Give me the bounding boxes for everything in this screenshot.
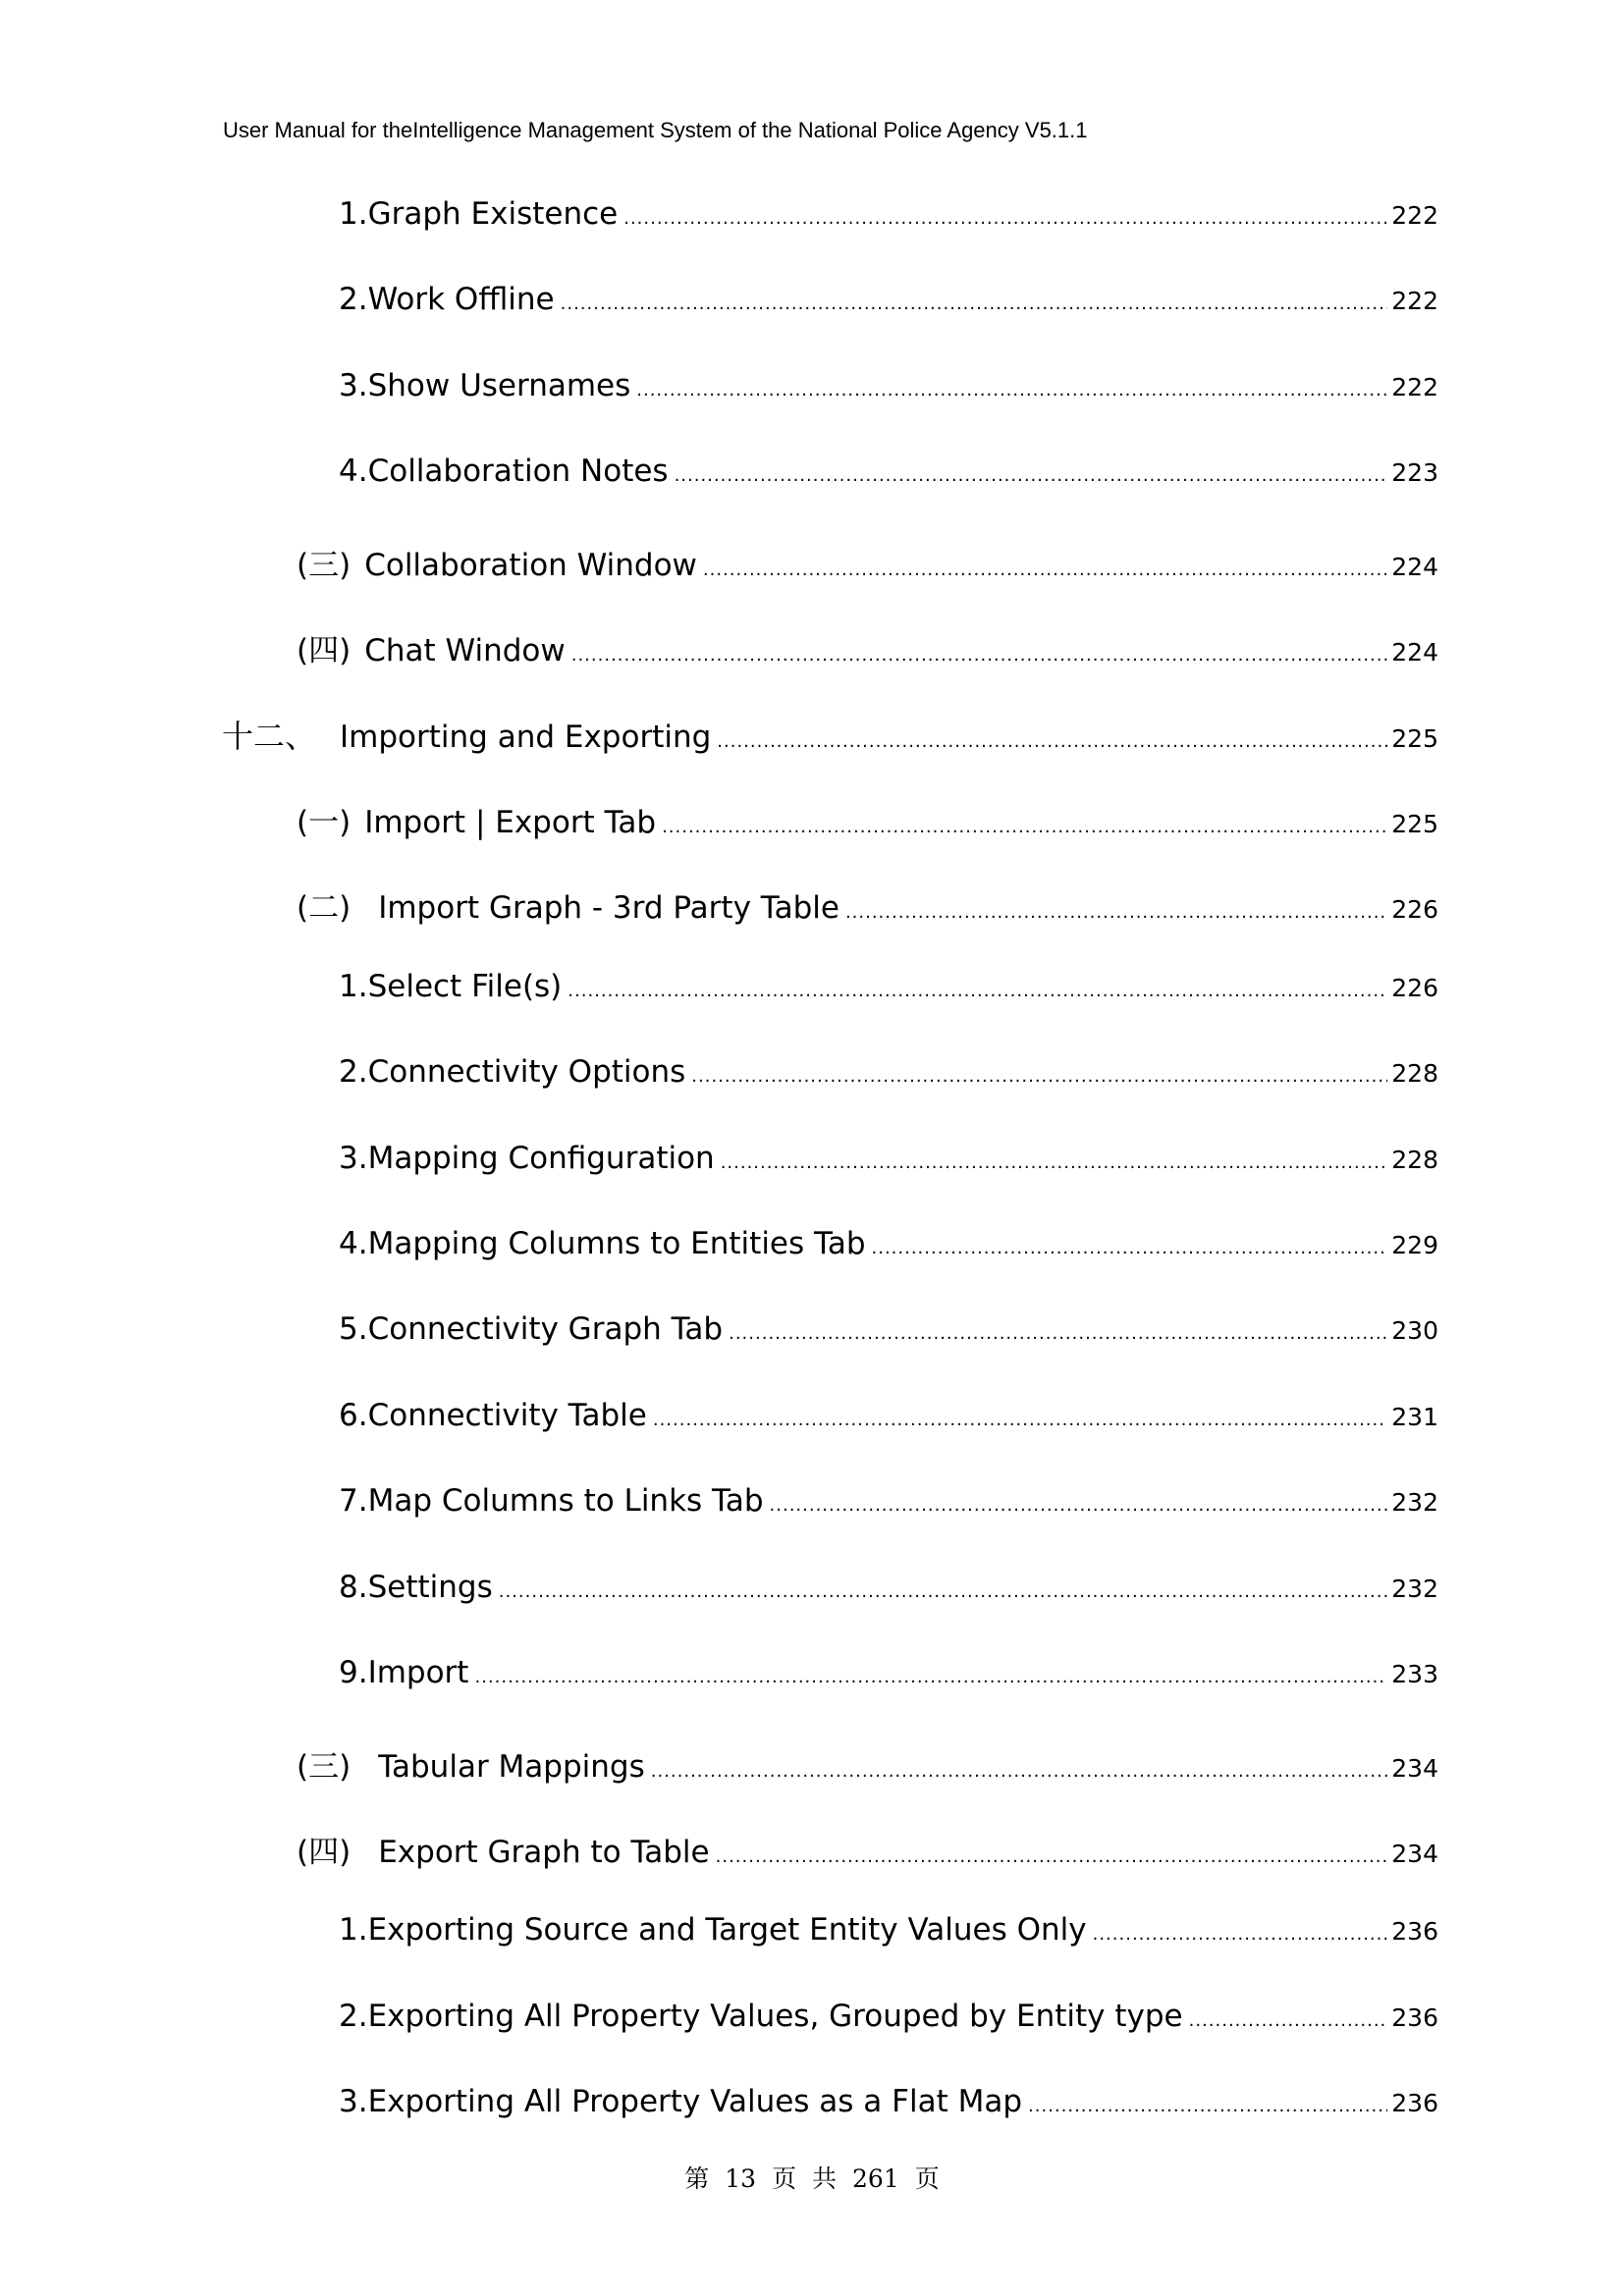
toc-entry[interactable]: [339, 1570, 1438, 1609]
toc-entry-page: 236: [1391, 1917, 1438, 1946]
footer-prefix: 第: [684, 2164, 710, 2193]
dot-leader: [623, 208, 1387, 229]
toc-entry-title: 5.Connectivity Graph Tab: [339, 1311, 724, 1347]
toc-entry-title: 3.Show Usernames: [339, 368, 631, 403]
toc-entry[interactable]: [297, 1827, 1438, 1870]
page-footer: [0, 2160, 1624, 2195]
toc-entry-marker: 十二、: [222, 718, 317, 755]
toc-entry[interactable]: [339, 1999, 1438, 2038]
toc-entry-title: 2.Work Offline: [339, 282, 555, 317]
toc-entry-marker: (三): [297, 548, 352, 583]
dot-leader: [729, 1323, 1387, 1344]
toc-entry[interactable]: [339, 1655, 1438, 1694]
toc-entry[interactable]: [339, 1398, 1438, 1437]
toc-entry-title: 4.Mapping Columns to Entities Tab: [339, 1226, 866, 1261]
toc-entry[interactable]: [339, 1141, 1438, 1180]
toc-entry[interactable]: [297, 882, 1438, 926]
toc-entry-title: Chat Window: [364, 633, 566, 668]
dot-leader: [474, 1667, 1387, 1687]
toc-entry-page: 224: [1391, 638, 1438, 667]
toc-entry-title: Collaboration Window: [364, 548, 697, 583]
dot-leader: [636, 380, 1387, 400]
dot-leader: [717, 731, 1387, 752]
toc-entry-page: 230: [1391, 1316, 1438, 1345]
toc-entry-title: 9.Import: [339, 1655, 469, 1690]
dot-leader: [845, 902, 1387, 923]
toc-entry-title: 1.Exporting Source and Target Entity Values Only: [339, 1912, 1087, 1948]
toc-entry-page: 229: [1391, 1231, 1438, 1259]
toc-entry[interactable]: [339, 1483, 1438, 1522]
toc-entry-title: 2.Connectivity Options: [339, 1054, 686, 1090]
toc-entry-page: 231: [1391, 1403, 1438, 1431]
footer-suffix: 页: [914, 2164, 940, 2193]
toc-entry-page: 224: [1391, 553, 1438, 581]
dot-leader: [662, 817, 1387, 837]
toc-entry-page: 232: [1391, 1488, 1438, 1517]
toc-entry-title: Import | Export Tab: [364, 805, 657, 840]
dot-leader: [770, 1495, 1388, 1516]
dot-leader: [872, 1238, 1388, 1258]
toc-entry[interactable]: [297, 625, 1438, 668]
toc-entry-marker: (二): [297, 890, 352, 926]
toc-entry-page: 225: [1391, 724, 1438, 753]
toc-entry[interactable]: [339, 2084, 1438, 2123]
toc-entry-marker: (三): [297, 1749, 352, 1785]
dot-leader: [1093, 1924, 1388, 1945]
toc-entry[interactable]: [222, 712, 1438, 755]
dot-leader: [571, 645, 1388, 666]
toc-entry-page: 223: [1391, 458, 1438, 487]
running-header: User Manual for theIntelligence Management System of the National Police Agency V5.1.1: [223, 118, 1088, 142]
footer-total-pages: 261: [852, 2164, 899, 2193]
toc-entry-title: Importing and Exporting: [340, 720, 712, 755]
toc-entry-page: 234: [1391, 1754, 1438, 1783]
toc-entry-page: 226: [1391, 895, 1438, 924]
toc-entry-title: 8.Settings: [339, 1570, 493, 1605]
toc-entry-title: 3.Exporting All Property Values as a Flat Map: [339, 2084, 1023, 2119]
toc-entry[interactable]: [339, 1226, 1438, 1265]
toc-entry[interactable]: [339, 1311, 1438, 1351]
dot-leader: [1189, 2010, 1388, 2031]
toc-entry-marker: (四): [297, 1835, 352, 1870]
toc-entry-title: 3.Mapping Configuration: [339, 1141, 715, 1176]
footer-current-page: 13: [725, 2164, 757, 2193]
dot-leader: [1028, 2096, 1387, 2116]
toc-entry[interactable]: [297, 797, 1438, 840]
toc-entry-page: 222: [1391, 201, 1438, 230]
toc-entry-title: 7.Map Columns to Links Tab: [339, 1483, 764, 1519]
toc-entry-page: 228: [1391, 1059, 1438, 1088]
toc-entry[interactable]: [339, 454, 1438, 493]
toc-entry-title: 2.Exporting All Property Values, Grouped by Entity type: [339, 1999, 1183, 2034]
toc-entry-page: 236: [1391, 2089, 1438, 2117]
toc-entry-page: 226: [1391, 974, 1438, 1002]
dot-leader: [568, 981, 1387, 1001]
toc-entry-marker: (一): [297, 805, 352, 840]
toc-entry[interactable]: [297, 540, 1438, 583]
dot-leader: [499, 1581, 1388, 1602]
toc-entry-title: 1.Select File(s): [339, 969, 563, 1004]
toc-entry-page: 225: [1391, 810, 1438, 838]
toc-entry[interactable]: [339, 969, 1438, 1008]
toc-entry-page: 234: [1391, 1840, 1438, 1868]
toc-entry-page: 222: [1391, 373, 1438, 401]
toc-entry-marker: (四): [297, 633, 352, 668]
footer-middle: 页 共: [772, 2164, 838, 2193]
dot-leader: [703, 560, 1387, 580]
dot-leader: [651, 1761, 1388, 1782]
toc-entry-page: 236: [1391, 2003, 1438, 2032]
toc-entry-title: Tabular Mappings: [378, 1749, 645, 1785]
toc-entry-page: 228: [1391, 1146, 1438, 1174]
dot-leader: [691, 1066, 1387, 1087]
toc-entry[interactable]: [339, 282, 1438, 321]
toc-entry-page: 233: [1391, 1660, 1438, 1688]
toc-entry-title: 1.Graph Existence: [339, 196, 619, 232]
toc-entry[interactable]: [339, 368, 1438, 407]
toc-entry-title: Export Graph to Table: [378, 1835, 710, 1870]
toc-entry-page: 232: [1391, 1575, 1438, 1603]
toc-entry-title: 6.Connectivity Table: [339, 1398, 647, 1433]
toc-entry[interactable]: [339, 1912, 1438, 1951]
toc-entry-title: 4.Collaboration Notes: [339, 454, 669, 489]
toc-entry[interactable]: [339, 1054, 1438, 1094]
dot-leader: [561, 294, 1388, 314]
dot-leader: [675, 465, 1388, 486]
dot-leader: [653, 1410, 1387, 1430]
toc-entry[interactable]: [339, 196, 1438, 236]
dot-leader: [716, 1846, 1388, 1867]
toc-entry-title: Import Graph - 3rd Party Table: [378, 890, 839, 926]
toc-entry[interactable]: [297, 1741, 1438, 1785]
toc-entry-page: 222: [1391, 287, 1438, 315]
dot-leader: [721, 1152, 1388, 1173]
